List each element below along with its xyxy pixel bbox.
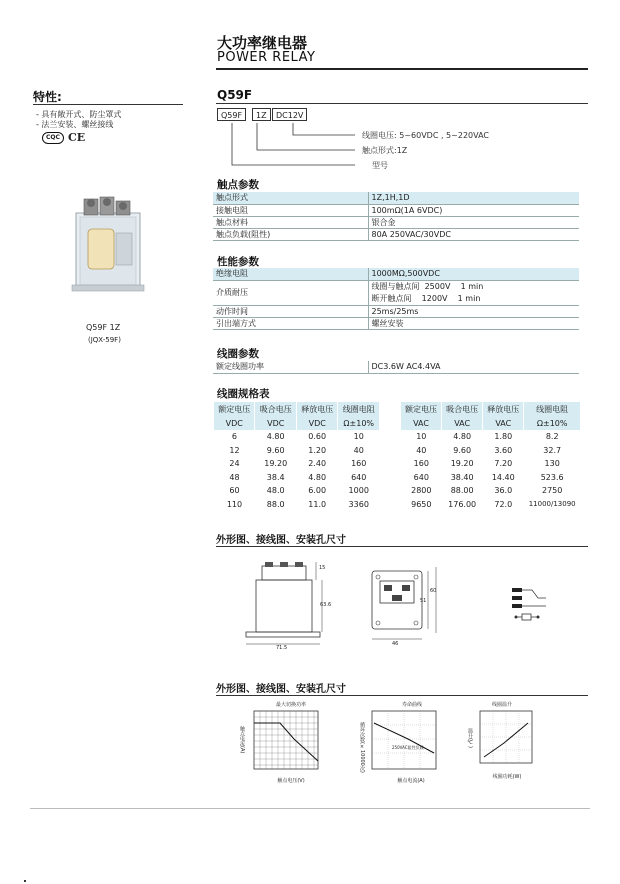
graphs-divider — [216, 695, 588, 696]
side-view-drawing — [238, 560, 328, 656]
product-caption-alt: (JQX-59F) — [88, 336, 121, 344]
performance-params-title: 性能参数 — [217, 256, 259, 268]
table-cell: 36.0 — [494, 486, 513, 496]
table-cell: 38.4 — [266, 472, 285, 482]
coil-temperature-rise-graph — [476, 709, 536, 769]
param-key: 触点负载(阻性) — [213, 228, 368, 240]
table-cell: 4.80 — [266, 432, 285, 442]
table-cell: 60 — [229, 486, 240, 496]
model-divider — [216, 103, 588, 104]
param-value: 银合金 — [368, 216, 579, 228]
table-cell: 9.60 — [266, 445, 285, 455]
column-unit: Ω±10% — [338, 416, 380, 430]
table-row — [213, 216, 579, 228]
param-key: 绝缘电阻 — [213, 268, 368, 280]
table-cell: 6 — [231, 432, 238, 442]
param-value: 1000MΩ,500VDC — [368, 268, 579, 280]
dim-label: 60 — [430, 588, 437, 594]
graph-x-label: 线圈功耗(W) — [492, 774, 522, 780]
table-cell: 3360 — [348, 499, 369, 509]
table-row — [213, 305, 579, 317]
coil-params-table — [213, 361, 579, 374]
table-cell: 6.00 — [308, 486, 327, 496]
param-value: DC3.6W AC4.4VA — [368, 361, 579, 373]
table-row — [213, 268, 579, 280]
graph-y-label: 温升(℃) — [467, 728, 473, 748]
table-cell: 11.0 — [308, 499, 327, 509]
param-value: 100mΩ(1A 6VDC) — [368, 204, 579, 216]
column-header: 线圈电阻 — [338, 402, 380, 416]
graph-title: 最大切换功率 — [275, 702, 306, 708]
page-mark — [24, 880, 26, 882]
column-header: 释放电压 — [296, 402, 338, 416]
table-row — [213, 317, 579, 329]
table-cell: 40 — [353, 445, 364, 455]
table-cell: 2750 — [542, 486, 563, 496]
dimensions-divider — [216, 546, 588, 547]
column-unit: VAC — [401, 416, 442, 430]
cqc-mark-icon: CQC — [42, 132, 64, 144]
dielectric-line: 断开触点间 1200V 1 min — [371, 293, 481, 303]
param-key: 介质耐压 — [213, 280, 368, 305]
table-cell: 8.2 — [545, 432, 559, 442]
column-header: 线圈电阻 — [524, 402, 581, 416]
table-cell: 4.80 — [453, 432, 472, 442]
table-cell: 10 — [353, 432, 364, 442]
table-row — [214, 498, 380, 512]
table-row — [401, 457, 581, 471]
table-cell: 11000/13090 — [528, 500, 576, 509]
graph-y-label: 循环次数(×10000次) — [359, 722, 365, 773]
table-row — [401, 430, 581, 444]
model-code-part: Q59F — [217, 108, 246, 121]
table-cell: 2800 — [411, 486, 432, 496]
table-cell: 88.0 — [266, 499, 285, 509]
dim-label: 71.5 — [276, 645, 288, 651]
graph-title: 线圈温升 — [491, 702, 512, 708]
coil-specs-dc-table — [214, 402, 380, 511]
table-cell: 88.00 — [450, 486, 474, 496]
graph-note: 250VAC阻性负载 — [392, 745, 424, 750]
contact-params-title: 触点参数 — [217, 179, 259, 191]
legend-contact-form: 触点形式:1Z — [362, 146, 408, 155]
table-cell: 176.00 — [448, 499, 477, 509]
param-key: 引出端方式 — [213, 317, 368, 329]
performance-params-table — [213, 268, 579, 330]
dim-label: 15 — [319, 565, 326, 571]
param-value: 80A 250VAC/30VDC — [368, 228, 579, 240]
life-curve-graph — [368, 709, 440, 774]
certification-marks — [42, 131, 85, 144]
dim-label: 63.6 — [320, 602, 332, 608]
product-caption-model: Q59F 1Z — [86, 323, 121, 332]
param-key: 额定线圈功率 — [213, 361, 368, 373]
column-unit: VDC — [296, 416, 338, 430]
footer-divider — [30, 808, 590, 809]
page-title-en: POWER RELAY — [217, 50, 316, 65]
table-cell: 160 — [351, 459, 367, 469]
graph-y-label: 触点电流(A) — [239, 726, 245, 754]
table-cell: 0.60 — [308, 432, 327, 442]
model-title: Q59F — [217, 88, 253, 102]
feature-item: - 法兰安装、螺丝接线 — [36, 120, 114, 129]
dim-label: 46 — [392, 641, 399, 647]
column-header: 吸合电压 — [255, 402, 297, 416]
column-header: 额定电压 — [214, 402, 255, 416]
column-unit: VDC — [255, 416, 297, 430]
max-switching-power-graph — [250, 709, 322, 774]
table-row — [213, 228, 579, 240]
coil-specs-ac-table — [401, 402, 581, 511]
dim-label: 51 — [420, 598, 427, 604]
column-unit: VAC — [442, 416, 483, 430]
table-cell: 640 — [351, 472, 367, 482]
table-row — [401, 498, 581, 512]
param-key: 接触电阻 — [213, 204, 368, 216]
table-cell: 48.0 — [266, 486, 285, 496]
table-cell: 3.60 — [494, 445, 513, 455]
table-cell: 48 — [229, 472, 240, 482]
column-header: 释放电压 — [483, 402, 524, 416]
column-unit: Ω±10% — [524, 416, 581, 430]
param-value: 1Z,1H,1D — [368, 192, 579, 204]
model-code-part: 1Z — [252, 108, 271, 121]
column-unit: VDC — [214, 416, 255, 430]
header-divider — [216, 68, 588, 70]
graph-x-label: 触点电压(V) — [277, 778, 305, 784]
param-value: 螺丝安装 — [368, 317, 579, 329]
table-row — [213, 361, 579, 373]
relay-product-image — [66, 193, 150, 297]
table-cell: 19.20 — [264, 459, 288, 469]
features-divider — [33, 104, 183, 105]
table-cell: 1.20 — [308, 445, 327, 455]
table-cell: 19.20 — [450, 459, 474, 469]
table-row — [213, 204, 579, 216]
ce-mark-icon: CE — [68, 131, 86, 144]
table-cell: 4.80 — [308, 472, 327, 482]
features-heading: 特性: — [33, 90, 62, 104]
table-cell: 12 — [229, 445, 240, 455]
graphs-title: 外形图、接线图、安装孔尺寸 — [216, 684, 346, 695]
legend-coil-voltage: 线圈电压: 5~60VDC , 5~220VAC — [362, 131, 489, 140]
graph-title: 寿命曲线 — [401, 702, 422, 708]
legend-model: 型号 — [372, 161, 388, 170]
table-cell: 110 — [226, 499, 243, 509]
column-unit: VAC — [483, 416, 524, 430]
dimensions-title: 外形图、接线图、安装孔尺寸 — [216, 535, 346, 546]
column-header: 吸合电压 — [442, 402, 483, 416]
table-row — [213, 192, 579, 204]
table-row — [214, 484, 380, 498]
param-key: 触点形式 — [213, 192, 368, 204]
param-value — [368, 280, 579, 305]
table-cell: 9.60 — [453, 445, 472, 455]
table-row — [214, 444, 380, 458]
table-cell: 14.40 — [491, 472, 515, 482]
table-row — [401, 471, 581, 485]
contact-params-table — [213, 192, 579, 241]
table-row — [401, 444, 581, 458]
wiring-diagram — [508, 585, 550, 623]
table-cell: 10 — [416, 432, 427, 442]
table-cell: 40 — [416, 445, 427, 455]
table-cell: 130 — [544, 459, 560, 469]
table-cell: 24 — [229, 459, 240, 469]
table-cell: 160 — [413, 459, 429, 469]
column-header: 额定电压 — [401, 402, 442, 416]
table-cell: 72.0 — [494, 499, 513, 509]
dielectric-line: 线圈与触点间 2500V 1 min — [371, 281, 484, 291]
param-key: 触点材料 — [213, 216, 368, 228]
model-code-part: DC12V — [272, 108, 307, 121]
feature-item: - 具有敞开式、防尘罩式 — [36, 110, 122, 119]
table-cell: 32.7 — [543, 445, 562, 455]
table-cell: 7.20 — [494, 459, 513, 469]
coil-specs-title: 线圈规格表 — [217, 388, 270, 400]
page-title-cn: 大功率继电器 — [217, 34, 308, 52]
table-cell: 9650 — [411, 499, 432, 509]
table-cell: 1.80 — [494, 432, 513, 442]
model-code-leader-lines — [220, 121, 360, 171]
front-view-drawing — [366, 565, 441, 647]
table-row — [213, 280, 579, 305]
table-cell: 523.6 — [540, 472, 564, 482]
table-row — [401, 484, 581, 498]
coil-params-title: 线圈参数 — [217, 348, 259, 360]
param-value: 25ms/25ms — [368, 305, 579, 317]
param-key: 动作时间 — [213, 305, 368, 317]
table-cell: 2.40 — [308, 459, 327, 469]
table-cell: 1000 — [348, 486, 369, 496]
table-row — [214, 457, 380, 471]
graph-x-label: 触点电流(A) — [397, 778, 425, 784]
table-cell: 640 — [413, 472, 429, 482]
table-row — [214, 471, 380, 485]
table-cell: 38.40 — [450, 472, 474, 482]
table-row — [214, 430, 380, 444]
